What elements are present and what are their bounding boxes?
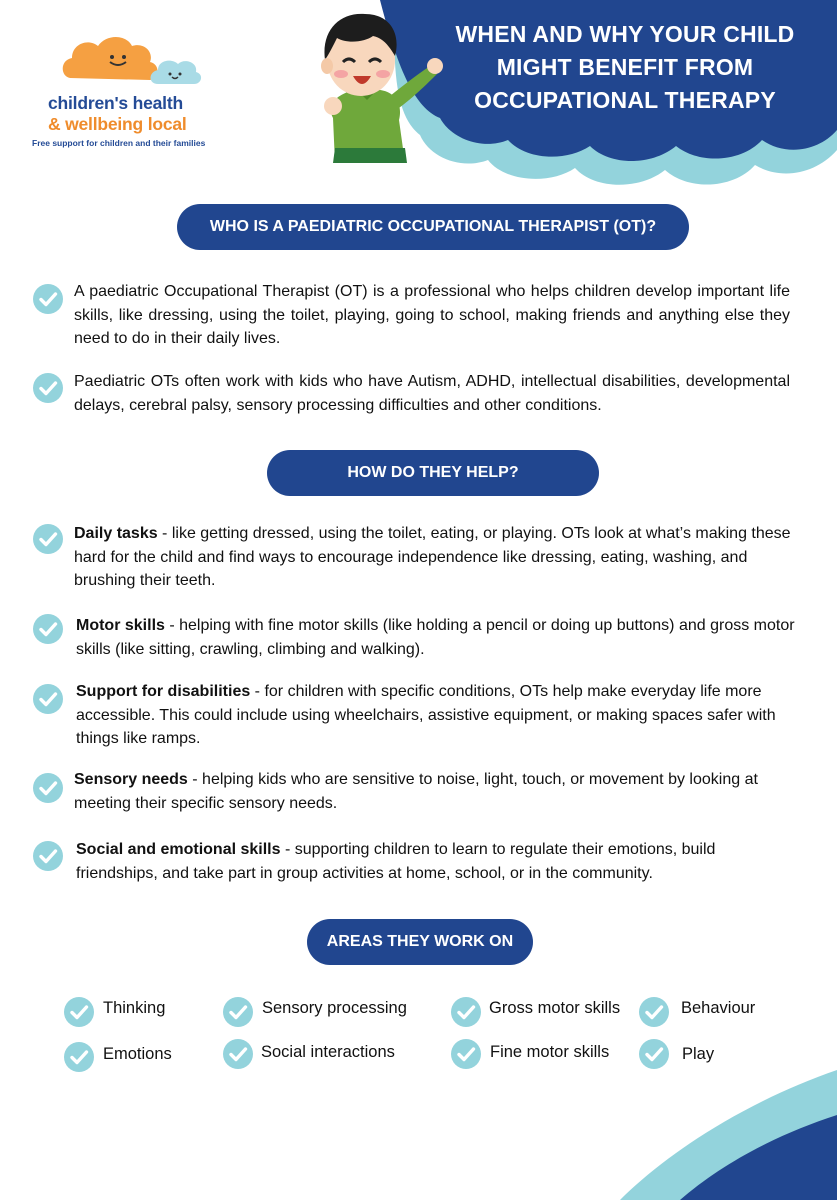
how-item-title: Daily tasks xyxy=(74,525,158,542)
check-circle-icon xyxy=(33,841,63,871)
how-item-title: Social and emotional skills xyxy=(76,841,281,858)
who-item-2: Paediatric OTs often work with kids who have Autism, ADHD, intellectual disabilities, developmental delays, cerebral palsy, sensory processing difficulties and other conditions. xyxy=(74,373,790,414)
check-circle-icon xyxy=(64,1042,94,1072)
check-circle-icon xyxy=(33,684,63,714)
check-circle-icon xyxy=(33,373,63,403)
check-circle-icon xyxy=(223,1039,253,1069)
area-sensory-processing: Sensory processing xyxy=(262,999,407,1017)
check-circle-icon xyxy=(33,524,63,554)
how-item-motor-skills xyxy=(76,614,808,661)
how-item-daily-tasks xyxy=(74,522,804,593)
page-title: WHEN AND WHY YOUR CHILD MIGHT BENEFIT FROM OCCUPATIONAL THERAPY xyxy=(455,21,795,113)
section-heading-how: HOW DO THEY HELP? xyxy=(267,450,599,496)
how-item-text: - helping with fine motor skills (like holding a pencil or doing up buttons) and gross motor skills (like sitting, crawling, climbing and walking). xyxy=(76,617,795,658)
check-circle-icon xyxy=(223,997,253,1027)
area-social-interactions: Social interactions xyxy=(261,1043,395,1061)
how-item-text: - supporting children to learn to regulate their emotions, build friendships, and take part in group activities at home, school, or in the community. xyxy=(76,841,716,882)
logo-text-line1: children's health xyxy=(48,93,183,113)
area-emotions: Emotions xyxy=(103,1045,172,1063)
who-item-1: A paediatric Occupational Therapist (OT) is a professional who helps children develop important life skills, like dressing, using the toilet, playing, going to school, making friends and anything else they need to do in their daily lives. xyxy=(74,283,790,348)
check-circle-icon xyxy=(64,997,94,1027)
check-circle-icon xyxy=(33,284,63,314)
check-circle-icon xyxy=(639,997,669,1027)
how-item-text: - for children with specific conditions, OTs help make everyday life more accessible. This could include using wheelchairs, assistive equipment, or making spaces safer with things like ramps. xyxy=(76,683,776,748)
how-item-text: - helping kids who are sensitive to noise, light, touch, or movement by looking at meeting their specific sensory needs. xyxy=(74,771,758,812)
how-item-disabilities xyxy=(76,680,806,751)
area-behaviour: Behaviour xyxy=(681,999,756,1017)
footer-wave-decoration xyxy=(560,1060,837,1200)
logo-clouds-icon xyxy=(60,30,210,90)
logo-text-line2: & wellbeing local xyxy=(48,114,187,134)
section-heading-who: WHO IS A PAEDIATRIC OCCUPATIONAL THERAPIST (OT)? xyxy=(177,204,689,250)
check-circle-icon xyxy=(33,614,63,644)
area-fine-motor: Fine motor skills xyxy=(490,1043,610,1061)
area-thinking: Thinking xyxy=(103,999,166,1017)
how-item-text: - like getting dressed, using the toilet, eating, or playing. OTs look at what’s making these hard for the child and find ways to encourage independence like dressing, eating, washing, and brushing their teeth. xyxy=(74,525,791,590)
area-gross-motor: Gross motor skills xyxy=(489,999,621,1017)
section-heading-areas: AREAS THEY WORK ON xyxy=(307,919,533,965)
area-play: Play xyxy=(682,1045,715,1063)
boy-illustration xyxy=(295,8,445,163)
logo-tagline: Free support for children and their families xyxy=(32,138,206,148)
check-circle-icon xyxy=(451,1039,481,1069)
how-item-social xyxy=(76,838,796,885)
check-circle-icon xyxy=(33,773,63,803)
how-item-title: Motor skills xyxy=(76,617,165,634)
check-circle-icon xyxy=(451,997,481,1027)
how-item-title: Sensory needs xyxy=(74,771,188,788)
how-item-title: Support for disabilities xyxy=(76,683,251,700)
how-item-sensory xyxy=(74,768,804,815)
logo xyxy=(30,30,260,155)
